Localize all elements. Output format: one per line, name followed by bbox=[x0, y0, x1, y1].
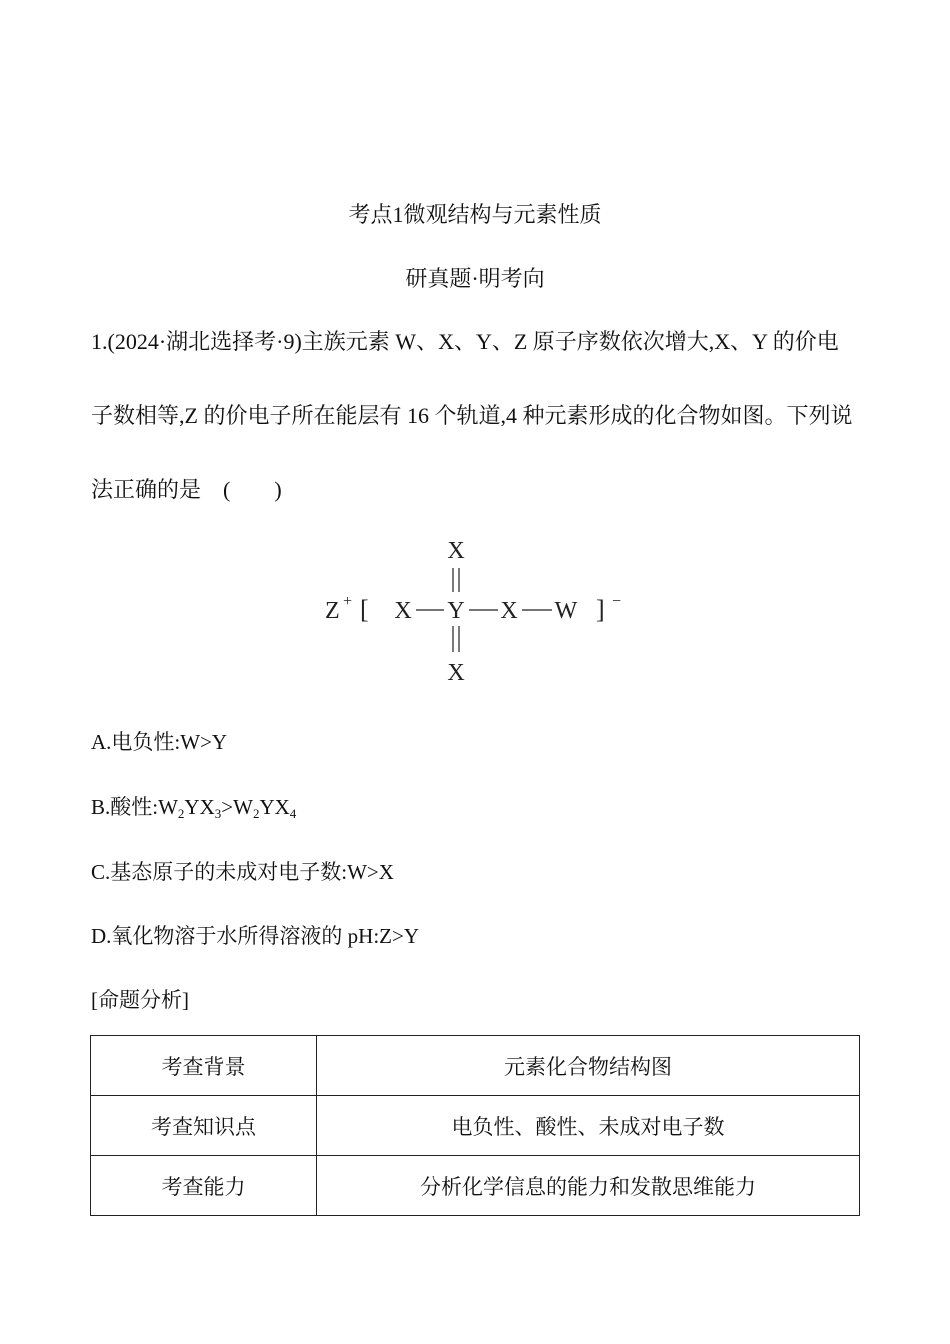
right-atom-2: W bbox=[554, 598, 578, 624]
bottom-atom: X bbox=[447, 660, 465, 686]
table-row bbox=[91, 1036, 860, 1096]
cation-symbol: Z bbox=[325, 598, 340, 624]
table-key: 考查能力 bbox=[91, 1156, 317, 1216]
section-subtitle: 研真题·明考向 bbox=[405, 266, 545, 291]
table-row bbox=[91, 1156, 860, 1216]
question-line-1: 1.(2024·湖北选择考·9)主族元素 W、X、Y、Z 原子序数依次增大,X、Y 的价电 bbox=[91, 329, 839, 354]
table-value: 电负性、酸性、未成对电子数 bbox=[317, 1096, 860, 1156]
center-atom: Y bbox=[447, 598, 465, 624]
bracket-left: [ bbox=[360, 595, 369, 624]
anion-charge: − bbox=[612, 593, 622, 610]
table-key: 考查知识点 bbox=[91, 1096, 317, 1156]
table-key: 考查背景 bbox=[91, 1036, 317, 1096]
right-atom-1: X bbox=[500, 598, 518, 624]
analysis-table bbox=[90, 1035, 860, 1216]
analysis-label: [命题分析] bbox=[91, 988, 189, 1012]
cation-charge: + bbox=[343, 593, 353, 610]
left-atom: X bbox=[394, 598, 412, 624]
compound-structure-diagram bbox=[318, 530, 638, 690]
question-stem bbox=[91, 305, 866, 527]
table-value: 元素化合物结构图 bbox=[317, 1036, 860, 1096]
option-a: A.电负性:W>Y bbox=[91, 730, 228, 754]
question-line-2: 子数相等,Z 的价电子所在能层有 16 个轨道,4 种元素形成的化合物如图。下列说 bbox=[91, 403, 853, 428]
question-line-3: 法正确的是 ( ) bbox=[91, 477, 282, 502]
bracket-right: ] bbox=[596, 595, 605, 624]
option-d: D.氧化物溶于水所得溶液的 pH:Z>Y bbox=[91, 924, 420, 948]
top-atom: X bbox=[447, 538, 465, 564]
section-title: 考点1微观结构与元素性质 bbox=[348, 202, 602, 227]
table-value: 分析化学信息的能力和发散思维能力 bbox=[317, 1156, 860, 1216]
table-row bbox=[91, 1096, 860, 1156]
option-c: C.基态原子的未成对电子数:W>X bbox=[91, 860, 394, 884]
option-b: B.酸性$:W_2YX_3>W_2YX_4$ bbox=[91, 795, 297, 821]
